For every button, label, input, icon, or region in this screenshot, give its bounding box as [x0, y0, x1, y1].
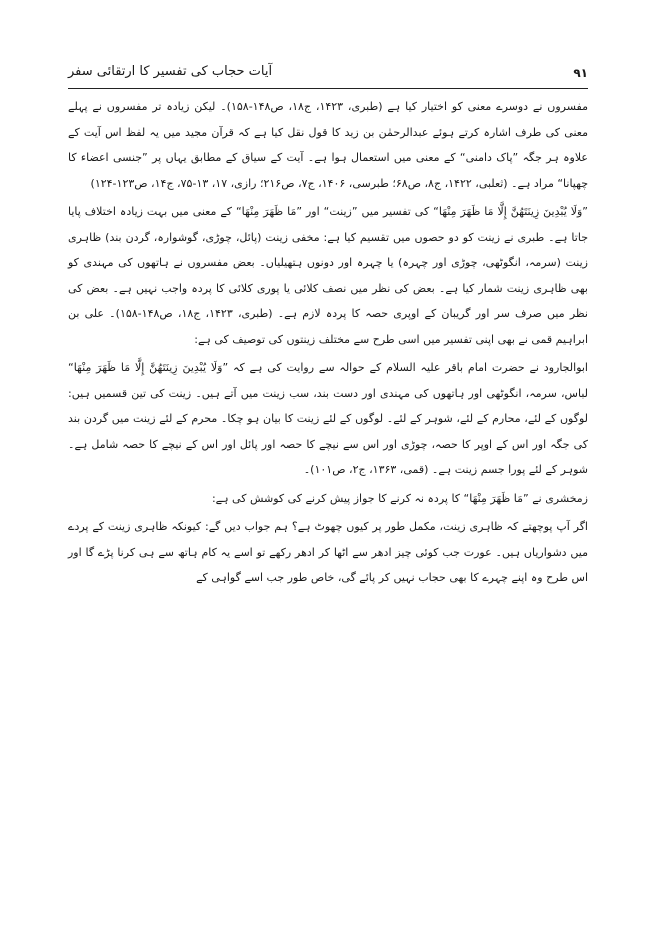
paragraph: ”وَلَا يُبْدِينَ زِينَتَهُنَّ إِلَّا مَا ظَهَرَ مِنْهَا“ کی تفسیر میں ”زینت“ اور ”مَا ظَهَرَ مِنْهَا“ کے معنی میں بہت زیادہ اختلاف پایا جاتا ہے۔ طبری نے زینت کو دو حصوں میں تقسیم کیا ہے: مخفی زینت (پائل، چوڑی، گوشوارہ، گردن بند) ظاہری زینت (سرمہ، انگوٹھی، چوڑی اور چہرہ) یا چہرہ اور دونوں ہتھیلیاں۔ بعض مفسروں نے ہاتھوں کی مہندی کو بھی ظاہری زینت شمار کیا ہے۔ بعض کی نظر میں نصف کلائی یا پوری کلائی کا پردہ واجب نہیں ہے۔ بعض کی نظر میں صرف سر اور گریبان کے اوپری حصہ کا پردہ لازم ہے۔ (طبری، ۱۴۲۳، ج۱۸، ص۱۴۸-۱۵۸)۔ علی بن ابراہیم قمی نے بھی اپنی تفسیر میں اسی طرح سے مختلف زینتوں کی توصیف کی ہے: [68, 205, 588, 346]
page-number: ۹۱ [573, 66, 588, 80]
paragraph: زمخشری نے ”مَا ظَهَرَ مِنْهَا“ کا پردہ نہ کرنے کا جواز پیش کرنے کی کوشش کی ہے: [211, 491, 588, 505]
page-body [68, 94, 588, 591]
page-header [68, 58, 588, 89]
paragraph: ابوالجارود نے حضرت امام باقر علیہ السلام کے حوالہ سے روایت کی ہے کہ ”وَلَا يُبْدِينَ زِينَتَهُنَّ إِلَّا مَا ظَهَرَ مِنْهَا“ لباس، سرمہ، انگوٹھی اور ہاتھوں کی مہندی اور دست بند، سب زینت میں آتے ہیں۔ زینت کی تین قسمیں ہیں: لوگوں کے لئے، محارم کے لئے، شوہر کے لئے۔ لوگوں کے لئے زینت کا بیان ہو چکا۔ محرم کے لئے زینت میں گردن بند کی جگہ اور اس کے اوپر کا حصہ، چوڑی اور اس سے نیچے کا حصہ اور پائل اور اس کے نیچے کا حصہ شامل ہے۔ شوہر کے لئے پورا جسم زینت ہے۔ (قمی، ۱۳۶۳، ج۲، ص۱۰۱)۔ [68, 361, 588, 476]
running-title: آیات حجاب کی تفسیر کا ارتقائی سفر [68, 64, 273, 79]
paragraph: مفسروں نے دوسرے معنی کو اختیار کیا ہے (طبری، ۱۴۲۳، ج۱۸، ص۱۴۸-۱۵۸)۔ لیکن زیادہ تر مفسروں نے پہلے معنی کی طرف اشارہ کرتے ہوئے عبدالرحمٰن بن زید کا قول نقل کیا ہے کہ قرآن مجید میں یہ لفظ اس آیت کے علاوہ ہر جگہ ”پاک دامنی“ کے معنی میں استعمال ہوا ہے۔ آیت کے سیاق کے مطابق یہاں پر ”جنسی اعضاء کا چھپانا“ مراد ہے۔ (ثعلبی، ۱۴۲۲، ج۸، ص۶۸؛ طبرسی، ۱۴۰۶، ج۷، ص۲۱۶؛ رازی، ۱۷، ۱۳-۷۵، ج۱۴، ص۱۲۳-۱۲۴) [68, 100, 588, 190]
paragraph: اگر آپ پوچھتے کہ ظاہری زینت، مکمل طور پر کیوں چھوٹ ہے؟ ہم جواب دیں گے: کیونکہ ظاہری زینت کے پردے میں دشواریاں ہیں۔ عورت جب کوئی چیز ادھر سے اٹھا کر ادھر رکھے تو اسے یہ کام ہاتھ سے ہی کرنا پڑے گا اور اس طرح وہ اپنے چہرے کا بھی حجاب نہیں کر پائے گی، خاص طور جب اسے گواہی کے [68, 520, 588, 584]
